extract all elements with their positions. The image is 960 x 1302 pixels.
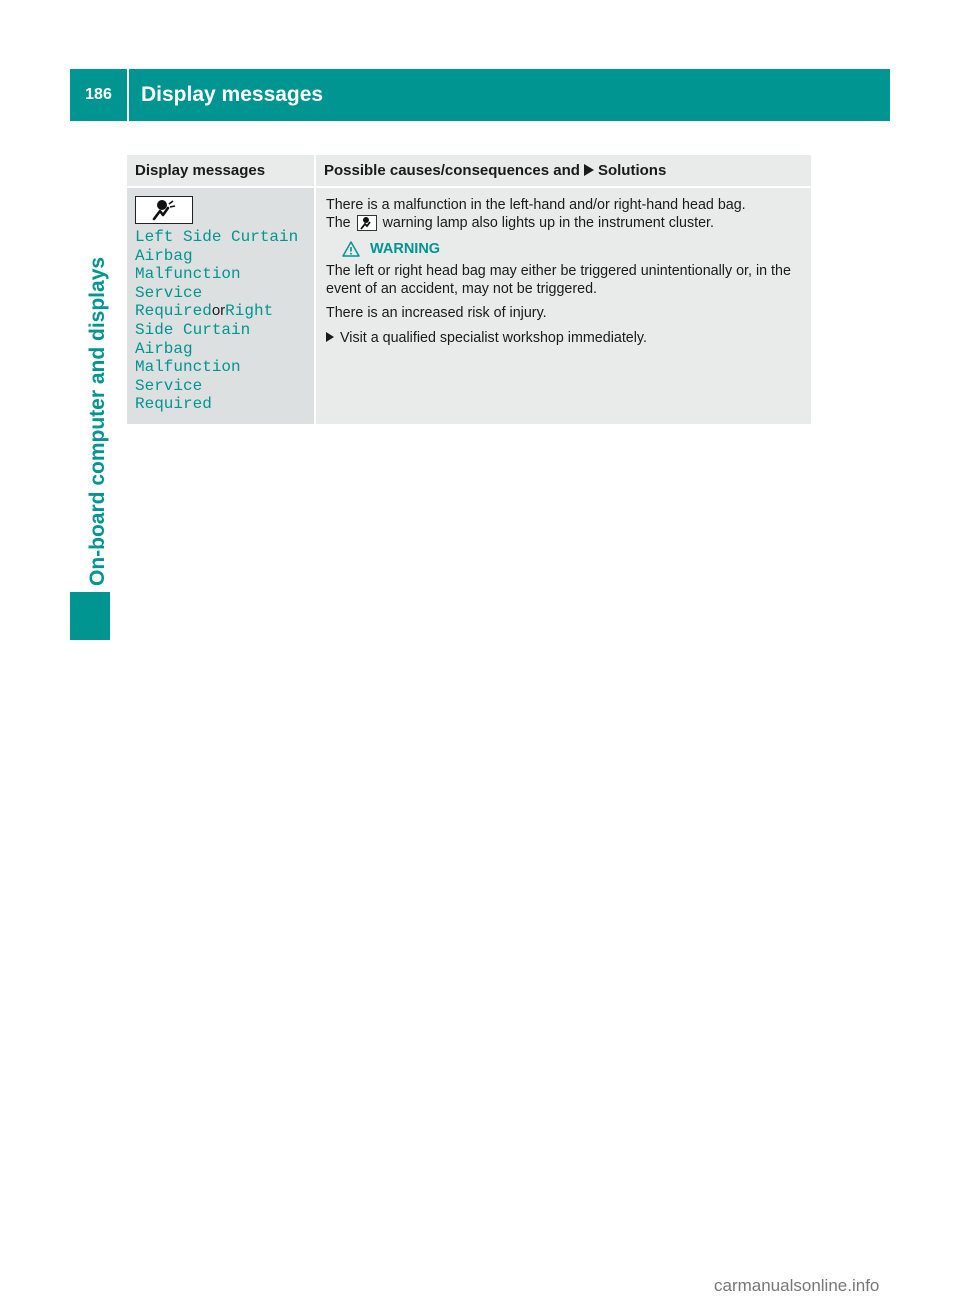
msg-line: Malfunction Service [135, 358, 241, 395]
side-tab-marker [70, 592, 110, 640]
airbag-warning-icon [135, 196, 193, 224]
or-word: or [211, 302, 226, 320]
step-arrow-icon [326, 332, 334, 342]
page-number: 186 [85, 86, 112, 103]
col-header-solutions-text: Solutions [597, 162, 667, 179]
airbag-lamp-icon [357, 215, 377, 231]
msg-line: Left Side Curtain [135, 228, 299, 246]
lamp-text [326, 215, 803, 233]
cause-text: There is a malfunction in the left-hand and/or right-hand head bag. [326, 197, 746, 213]
action-step [326, 330, 803, 348]
table-row [127, 187, 811, 424]
msg-required-left: Required [135, 302, 212, 321]
msg-line-or [135, 302, 306, 321]
warning-triangle-icon [342, 241, 360, 257]
display-messages-table [127, 155, 811, 424]
table-header-row [127, 155, 811, 187]
warning-text: The left or right head bag may either be triggered unintentionally or, in the event of an accident, may not be triggered. [326, 263, 791, 297]
display-message-cell [127, 187, 315, 424]
col-header-display-messages: Display messages [127, 155, 315, 187]
msg-line: Airbag Malfunction [135, 246, 241, 284]
section-side-tab: On-board computer and displays [86, 256, 109, 586]
msg-line: Service [135, 283, 203, 302]
warning-label: WARNING [370, 241, 441, 257]
warning-heading [342, 241, 803, 257]
msg-line: Required [135, 395, 212, 414]
msg-right-first: Right [225, 302, 274, 321]
lamp-text-after: warning lamp also lights up in the instrument cluster. [382, 214, 714, 231]
col-header-causes-text: Possible causes/consequences and [324, 162, 580, 179]
causes-solutions-cell [315, 187, 811, 424]
lamp-text-before: The [326, 214, 351, 231]
page-title: Display messages [141, 83, 324, 106]
col-header-causes [315, 155, 811, 187]
watermark: carmanualsonline.info [714, 1276, 880, 1295]
display-message-text [135, 228, 306, 414]
arrow-right-icon [584, 164, 594, 176]
action-step-text: Visit a qualified specialist workshop immediately. [340, 329, 647, 346]
header-divider [127, 69, 129, 121]
msg-line: Side Curtain Airbag [135, 320, 251, 358]
risk-text: There is an increased risk of injury. [326, 305, 547, 321]
